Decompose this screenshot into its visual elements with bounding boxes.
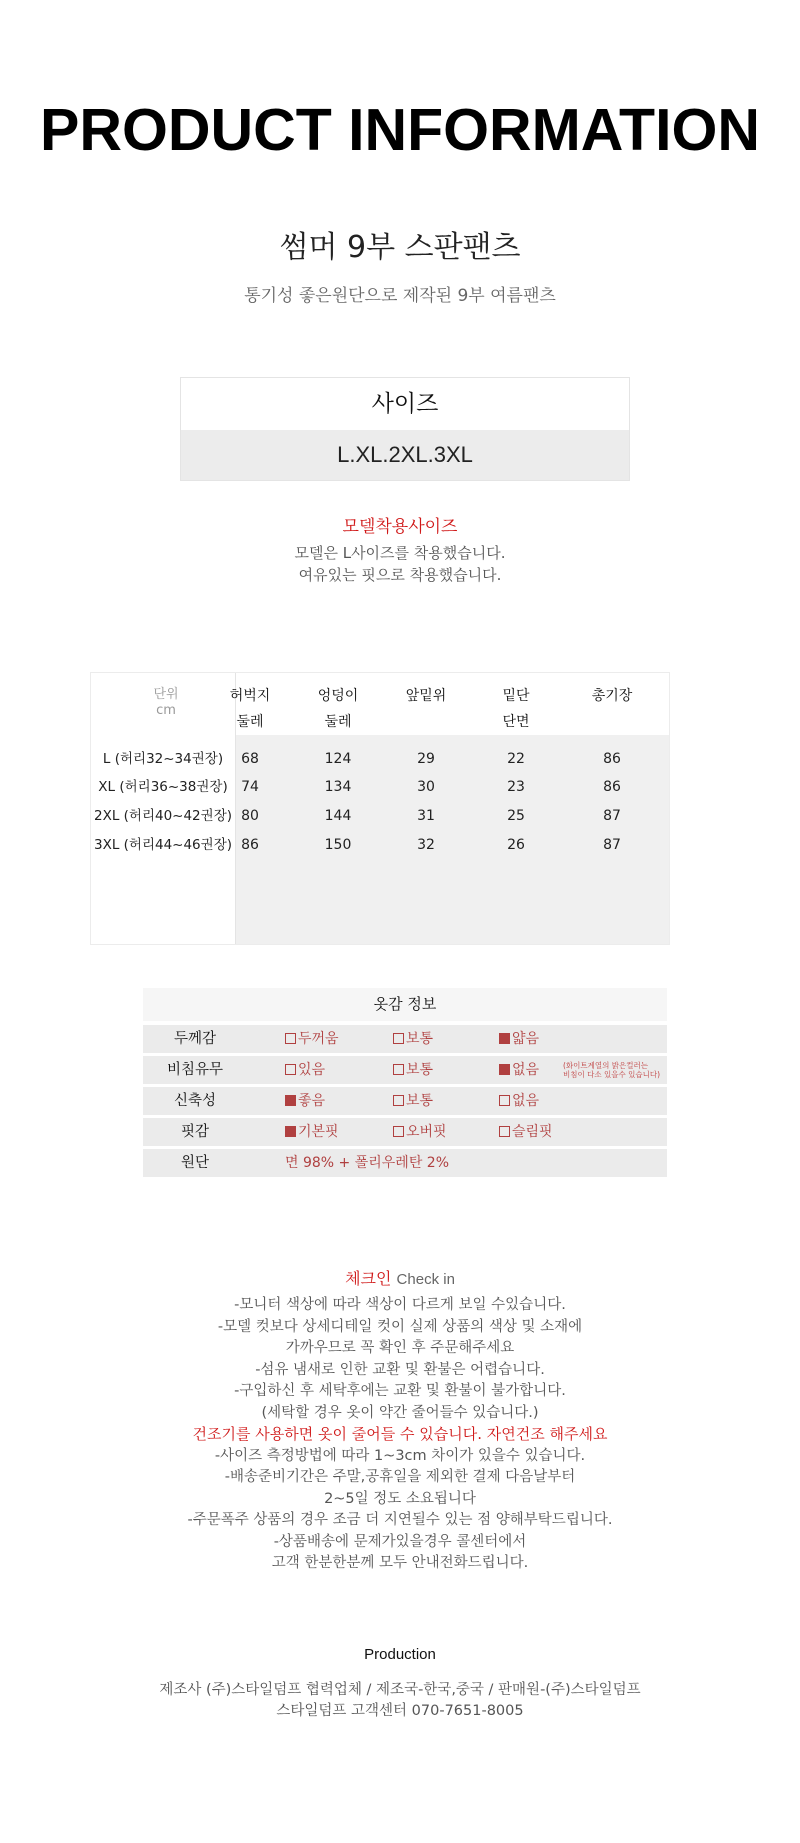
size-table-header-line — [391, 709, 461, 735]
empty-box-icon — [393, 1126, 404, 1137]
size-table-cell: 25 — [507, 808, 525, 824]
size-table-cell: 80 — [241, 808, 259, 824]
unit-label-text: 단위 — [153, 687, 179, 702]
fabric-option — [285, 1118, 339, 1146]
size-table-header — [215, 683, 285, 735]
size-table-header — [391, 683, 461, 735]
fabric-row-label: 핏감 — [180, 1124, 209, 1140]
fabric-option — [499, 1056, 539, 1084]
size-table-cell: 68 — [241, 751, 259, 767]
size-box-value: L.XL.2XL.3XL — [181, 430, 629, 480]
checkin-warning: 건조기를 사용하면 옷이 줄어들 수 있습니다. 자연건조 해주세요 — [192, 1425, 608, 1443]
checked-box-icon — [285, 1126, 296, 1137]
model-size-line: 여유있는 핏으로 착용했습니다. — [298, 566, 502, 584]
fabric-option — [499, 1087, 539, 1115]
size-table-cell: 32 — [417, 837, 435, 853]
size-table-cell: 144 — [324, 808, 352, 824]
fabric-row — [143, 1087, 667, 1115]
size-table-cell: 22 — [507, 751, 525, 767]
size-table-cell: 86 — [241, 837, 259, 853]
size-table-header-line: 단면 — [502, 714, 530, 730]
production-line: 스타일덤프 고객센터 070-7651-8005 — [276, 1703, 524, 1719]
size-table — [90, 672, 670, 945]
fabric-row — [143, 1118, 667, 1146]
checkin-note: -상품배송에 문제가있을경우 콜센터에서 — [273, 1533, 527, 1550]
size-table-row-label: 3XL (허리44~46권장) — [93, 837, 232, 853]
checked-box-icon — [285, 1095, 296, 1106]
fabric-material-row — [143, 1149, 667, 1177]
fabric-material-label: 원단 — [180, 1155, 209, 1171]
size-table-cell: 23 — [507, 779, 525, 795]
size-table-header-line: 앞밑위 — [405, 688, 447, 704]
unit-label-unit: cm — [156, 703, 176, 718]
size-table-cell: 30 — [417, 779, 435, 795]
unit-label — [141, 687, 191, 719]
fabric-option-text: 얇음 — [512, 1031, 540, 1047]
page-title: PRODUCT INFORMATION — [40, 97, 760, 163]
fabric-option-text: 있음 — [298, 1062, 326, 1078]
production-title: Production — [364, 1646, 436, 1663]
fabric-option-text: 보통 — [406, 1031, 434, 1047]
model-size-line: 모델은 L사이즈를 착용했습니다. — [294, 544, 506, 562]
fabric-option-text: 슬림핏 — [512, 1124, 553, 1140]
checkin-title-kr: 체크인 — [345, 1269, 392, 1288]
checkin-note: -모델 컷보다 상세디테일 컷이 실제 상품의 색상 및 소재에 — [217, 1318, 583, 1335]
fabric-option — [285, 1025, 339, 1053]
size-table-cell: 124 — [324, 751, 352, 767]
empty-box-icon — [285, 1064, 296, 1075]
fabric-info-title: 옷감 정보 — [143, 988, 667, 1021]
fabric-row-label: 신축성 — [173, 1093, 217, 1109]
fabric-row-label: 비침유무 — [166, 1062, 224, 1078]
size-box — [180, 377, 630, 481]
product-description: 통기성 좋은원단으로 제작된 9부 여름팬츠 — [244, 286, 556, 306]
fabric-option — [393, 1118, 447, 1146]
checkin-note: 2~5일 정도 소요됩니다 — [324, 1490, 476, 1507]
fabric-option — [393, 1025, 433, 1053]
fabric-option — [285, 1087, 325, 1115]
fabric-option — [499, 1025, 539, 1053]
fabric-info — [143, 988, 667, 1178]
size-table-row-label: 2XL (허리40~42권장) — [93, 808, 232, 824]
fabric-option — [393, 1087, 433, 1115]
size-table-cell: 74 — [241, 779, 259, 795]
size-table-header-line: 둘레 — [324, 714, 352, 730]
size-table-cell: 86 — [603, 779, 621, 795]
size-table-header-line: 허벅지 — [229, 688, 271, 704]
size-table-cell: 86 — [603, 751, 621, 767]
size-table-header-line: 둘레 — [236, 714, 264, 730]
checkin-note: 고객 한분한분께 모두 안내전화드립니다. — [271, 1555, 529, 1571]
size-table-header-line: 총기장 — [591, 688, 633, 704]
fabric-option — [393, 1056, 433, 1084]
checkin-note: -섬유 냄새로 인한 교환 및 환불은 어렵습니다. — [255, 1361, 545, 1378]
size-table-cell: 87 — [603, 808, 621, 824]
size-table-row-label: XL (허리36~38권장) — [98, 779, 228, 795]
checkin-note: -주문폭주 상품의 경우 조금 더 지연될수 있는 점 양해부탁드립니다. — [187, 1512, 613, 1528]
fabric-option-text: 없음 — [512, 1062, 540, 1078]
model-size-title: 모델착용사이즈 — [342, 517, 458, 537]
checkin-note: -사이즈 측정방법에 따라 1~3cm 차이가 있을수 있습니다. — [214, 1447, 586, 1464]
checkin-note: -모니터 색상에 따라 색상이 다르게 보일 수있습니다. — [234, 1297, 566, 1313]
size-table-header — [577, 683, 647, 735]
size-table-cell: 26 — [507, 837, 525, 853]
fabric-option-text: 오버핏 — [406, 1124, 447, 1140]
checkin-note: (세탁할 경우 옷이 약간 줄어들수 있습니다.) — [261, 1404, 539, 1421]
fabric-row — [143, 1056, 667, 1084]
empty-box-icon — [393, 1095, 404, 1106]
fabric-row — [143, 1025, 667, 1053]
checkin-note: 가까우므로 꼭 확인 후 주문해주세요 — [285, 1340, 515, 1356]
empty-box-icon — [499, 1126, 510, 1137]
size-table-cell: 134 — [324, 779, 352, 795]
fabric-option — [285, 1056, 325, 1084]
checkin-note: -배송준비기간은 주말,공휴일을 제외한 결제 다음날부터 — [224, 1469, 576, 1485]
fabric-option-text: 기본핏 — [298, 1124, 339, 1140]
checked-box-icon — [499, 1033, 510, 1044]
fabric-option-text: 보통 — [406, 1062, 434, 1078]
empty-box-icon — [393, 1033, 404, 1044]
empty-box-icon — [285, 1033, 296, 1044]
size-table-header-line — [577, 709, 647, 735]
checked-box-icon — [499, 1064, 510, 1075]
size-table-header — [481, 683, 551, 735]
size-table-cell: 150 — [324, 837, 352, 853]
fabric-option-text: 없음 — [512, 1093, 540, 1109]
fabric-material-value: 면 98% + 폴리우레탄 2% — [285, 1155, 450, 1171]
fabric-option-text: 보통 — [406, 1093, 434, 1109]
size-table-cell: 29 — [417, 751, 435, 767]
size-table-header-line: 밑단 — [502, 688, 530, 704]
size-table-cell: 31 — [417, 808, 435, 824]
fabric-note: (화이트계열의 밝은컬러는 — [563, 1061, 649, 1070]
fabric-option-text: 두꺼움 — [298, 1031, 339, 1047]
fabric-option-text: 좋음 — [298, 1093, 326, 1109]
size-box-label: 사이즈 — [181, 378, 629, 430]
checkin-title-en: Check in — [396, 1271, 455, 1288]
size-table-cell: 87 — [603, 837, 621, 853]
empty-box-icon — [393, 1064, 404, 1075]
empty-box-icon — [499, 1095, 510, 1106]
production-line: 제조사 (주)스타일덤프 협력업체 / 제조국-한국,중국 / 판매원-(주)스타일덤프 — [159, 1682, 641, 1698]
size-table-header — [303, 683, 373, 735]
fabric-row-label: 두께감 — [173, 1031, 217, 1047]
size-table-header-line: 엉덩이 — [317, 688, 359, 704]
size-table-row-label: L (허리32~34권장) — [102, 751, 224, 767]
fabric-note: 비침이 다소 있을수 있습니다) — [563, 1070, 661, 1079]
checkin-note: -구입하신 후 세탁후에는 교환 및 환불이 불가합니다. — [234, 1383, 566, 1399]
product-name: 썸머 9부 스판팬츠 — [279, 230, 521, 265]
fabric-option — [499, 1118, 553, 1146]
checkin-title — [0, 1267, 800, 1292]
